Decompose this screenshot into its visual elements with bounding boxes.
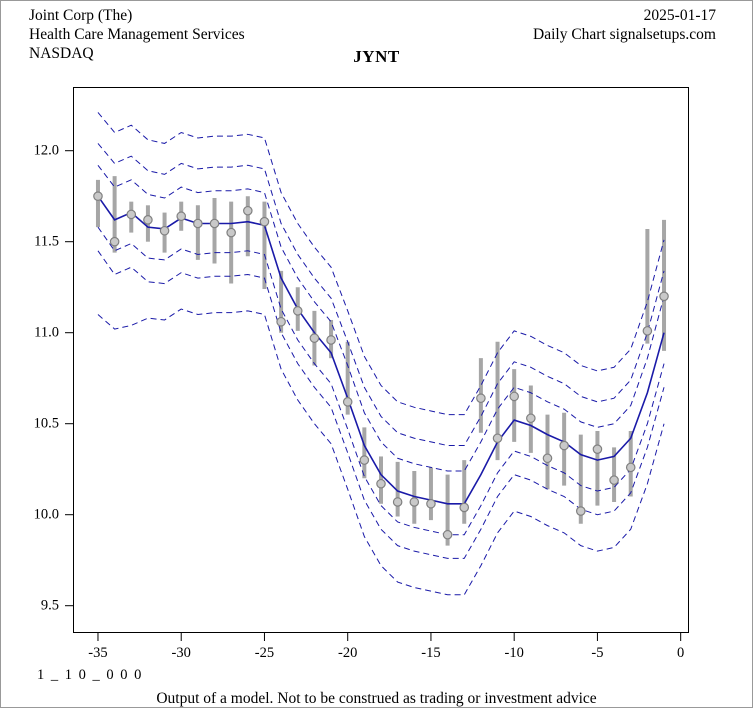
y-axis-tick-label: 11.0 <box>34 324 59 341</box>
y-axis-tick-label: 11.5 <box>34 233 59 250</box>
exchange-name: NASDAQ <box>29 45 94 62</box>
company-name: Joint Corp (The) <box>29 7 133 24</box>
chart-source: Daily Chart signalsetups.com <box>533 26 716 43</box>
x-axis-tick-label: -15 <box>421 645 441 661</box>
chart-date: 2025-01-17 <box>643 7 716 24</box>
x-axis-tick-label: -20 <box>338 645 358 661</box>
plot-area <box>33 87 689 661</box>
chart-title: JYNT <box>353 47 400 66</box>
model-code-label: 1 _ 1 0 _ 0 0 0 <box>37 667 143 683</box>
x-axis-tick-label: 0 <box>677 645 685 661</box>
x-axis-tick-label: -35 <box>88 645 108 661</box>
y-axis-tick-label: 9.5 <box>40 597 59 614</box>
x-axis-tick-label: -30 <box>171 645 191 661</box>
chart-canvas <box>73 87 689 633</box>
price-bars <box>98 176 664 545</box>
band-curve <box>98 112 664 414</box>
x-axis-tick-label: -25 <box>254 645 275 661</box>
industry-name: Health Care Management Services <box>29 26 245 43</box>
x-axis-tick-label: -10 <box>504 645 524 661</box>
disclaimer-footer: Output of a model. Not to be construed as trading or investment advice <box>156 690 597 707</box>
band-curve <box>98 143 664 445</box>
x-axis-tick-label: -5 <box>591 645 604 661</box>
y-axis-tick-label: 12.0 <box>33 142 59 159</box>
y-axis-tick-label: 10.5 <box>33 415 59 432</box>
y-axis-tick-label: 10.0 <box>33 506 59 523</box>
